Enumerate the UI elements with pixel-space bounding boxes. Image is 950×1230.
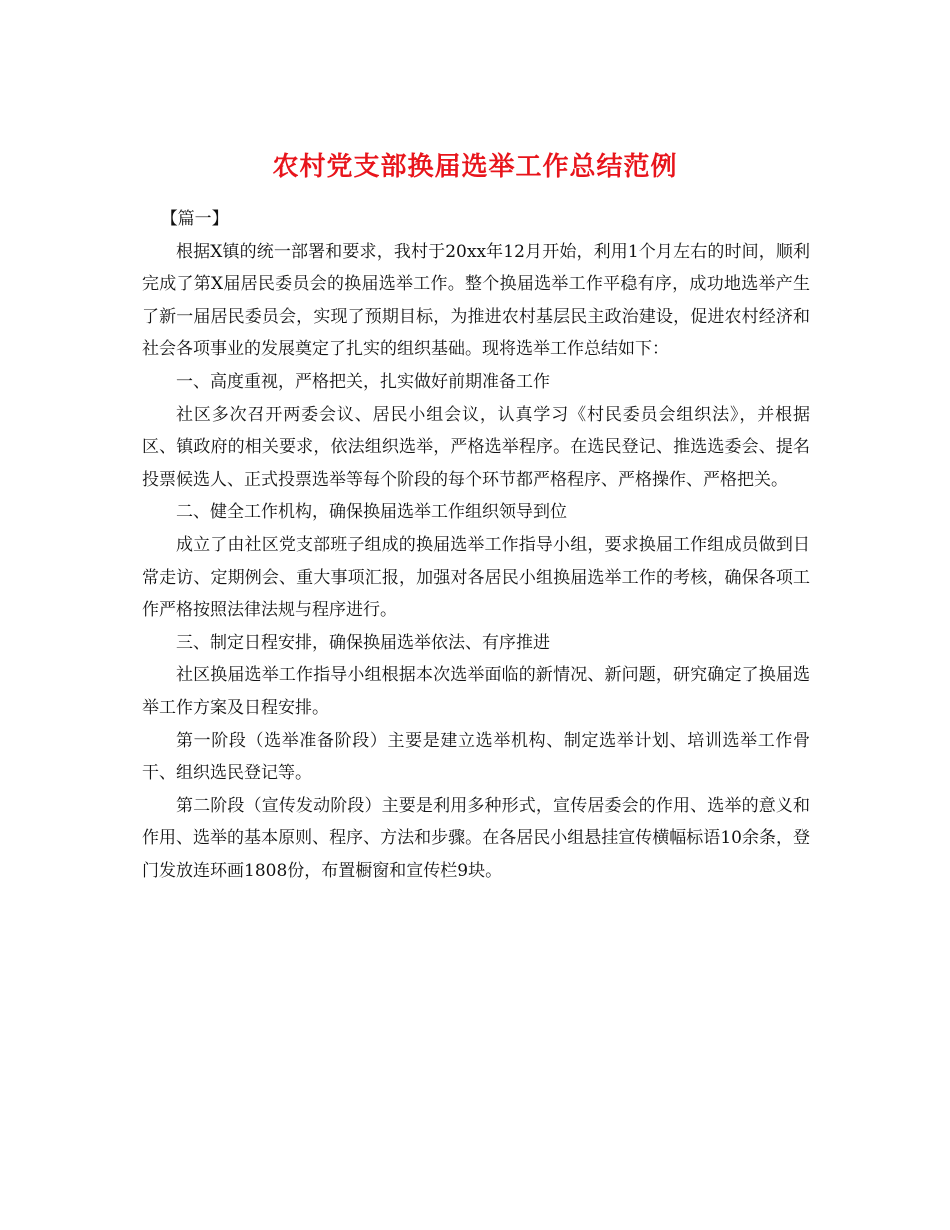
heading-section-2: 二、健全工作机构，确保换届选举工作组织领导到位 [176, 502, 567, 523]
heading-section-3: 三、制定日程安排，确保换届选举依法、有序推进 [176, 632, 550, 653]
paragraph-intro: 根据X镇的统一部署和要求，我村于20xx年12月开始，利用1个月左右的时间，顺利完成了第X届居民委员会的换届选举工作。整个换届选举工作平稳有序，成功地选举产生了新一届居民委员会，实现了预期目标，为推进农村基层民主政治建设，促进农村经济和社会各项事业的发展奠定了扎实的组织基础。现将选举工作总结如下： [142, 241, 810, 360]
heading-section-1: 一、高度重视，严格把关，扎实做好前期准备工作 [176, 371, 550, 392]
paragraph-section-3: 社区换届选举工作指导小组根据本次选举面临的新情况、新问题，研究确定了换届选举工作方案及日程安排。 [142, 665, 810, 718]
paragraph-section-1: 社区多次召开两委会议、居民小组会议，认真学习《村民委员会组织法》，并根据区、镇政府的相关要求，依法组织选举，严格选举程序。在选民登记、推选选委会、提名投票候选人、正式投票选举等每个阶段的每个环节都严格程序、严格操作、严格把关。 [142, 404, 810, 490]
paragraph-stage-1: 第一阶段（选举准备阶段）主要是建立选举机构、制定选举计划、培训选举工作骨干、组织选民登记等。 [142, 730, 810, 784]
paragraph-section-2: 成立了由社区党支部班子组成的换届选举工作指导小组，要求换届工作组成员做到日常走访、定期例会、重大事项汇报，加强对各居民小组换届选举工作的考核，确保各项工作严格按照法律法规与程序进行。 [142, 534, 810, 621]
section-label: 【篇一】 [160, 209, 229, 229]
page-title: 农村党支部换届选举工作总结范例 [272, 152, 678, 183]
paragraph-stage-2: 第二阶段（宣传发动阶段）主要是利用多种形式，宣传居委会的作用、选举的意义和作用、选举的基本原则、程序、方法和步骤。在各居民小组悬挂宣传横幅标语10余条，登门发放连环画1808份，布置橱窗和宣传栏9块。 [142, 795, 810, 881]
document-body [142, 203, 810, 887]
